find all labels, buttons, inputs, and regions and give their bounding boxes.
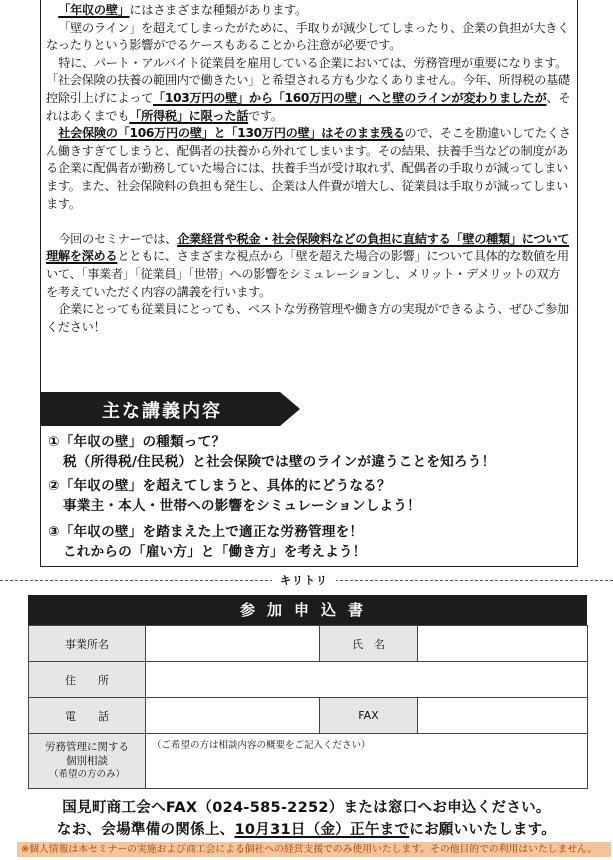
deadline-text-end: にお願いいたします。 bbox=[409, 822, 557, 838]
emphasis-text: 企業経営や税金・社会保険料などの負担に直結する「壁の種類」について理解を深める bbox=[46, 231, 570, 264]
lecture-heading: ①「年収の壁」の種類って？ bbox=[48, 434, 226, 450]
cut-label: キリトリ bbox=[272, 572, 336, 588]
privacy-notice: ※個人情報は本セミナーの実施および商工会による個社への経営支援でのみ使用いたします。その他目的での利用はいたしません。 bbox=[17, 842, 611, 857]
name-label: 氏 名 bbox=[320, 626, 418, 662]
emphasis-text: 「103万円の壁」から「160万円の壁」へと壁のラインが変わりましたが bbox=[153, 90, 547, 105]
company-field[interactable] bbox=[146, 626, 320, 662]
intro-paragraph-1 bbox=[46, 2, 572, 20]
lecture-subtext: これからの「雇い方」と「働き方」を考えよう！ bbox=[63, 544, 367, 560]
intro-body bbox=[46, 2, 572, 336]
consult-label-line-3: （希望の方のみ） bbox=[48, 769, 125, 780]
section-heading-band bbox=[40, 392, 280, 426]
body-text: にはさまざまな種類があります。 bbox=[129, 3, 307, 17]
body-text: 今回のセミナーでは、 bbox=[58, 231, 178, 246]
form-title: 参加申込書 bbox=[28, 595, 587, 625]
emphasis-text: 「年収の壁」 bbox=[58, 3, 130, 17]
body-text: 、それはあくまでも bbox=[46, 90, 571, 123]
emphasis-text: 社会保険の「106万円の壁」と「130万円の壁」はそのまま残る bbox=[58, 126, 405, 141]
company-label: 事業所名 bbox=[29, 626, 146, 662]
section-heading: 主な講義内容 bbox=[102, 401, 222, 422]
intro-paragraph-4 bbox=[46, 125, 572, 213]
consult-field[interactable] bbox=[146, 734, 588, 789]
lecture-subtext: 事業主・本人・世帯への影響をシミュレーションしよう！ bbox=[63, 498, 421, 514]
fax-field[interactable] bbox=[418, 698, 588, 734]
application-instructions: 国見町商工会へFAX（024-585-2252）または窓口へお申込ください。 bbox=[62, 800, 551, 816]
body-text: ので、そこを勘違いしてたくさん働きすぎてしまうと、配偶者の扶養から外れてしまいます。その結果、扶養手当などの制度がある企業に配偶者が勤務していた場合には、扶養手当が受け取れず、配偶者の手取りが減ってしまいます。また、社会保険料の負担も発生し、企業は人件費が増大し、従業員は手取りが減ってしまいます。 bbox=[46, 126, 571, 211]
lecture-heading: ②「年収の壁」を超えてしまうと、具体的にどうなる？ bbox=[48, 478, 391, 494]
consult-label-line-2: 個別相談 bbox=[66, 755, 108, 767]
body-text: とともに、さまざまな視点から「壁を超えた場合の影響」について具体的な数値を用いて、「事業者」「従業員」「世帯」への影響をシミュレーションし、メリット・デメリットの双方を考えていただく内容の講義を行います。 bbox=[46, 249, 569, 299]
intro-paragraph-3 bbox=[46, 55, 572, 125]
phone-label: 電 話 bbox=[29, 698, 146, 734]
deadline-notice bbox=[0, 818, 613, 839]
emphasis-text: 「所得税」に限った話 bbox=[129, 108, 249, 123]
lecture-item-1 bbox=[48, 432, 495, 472]
lecture-item-2 bbox=[48, 476, 421, 516]
fax-label: FAX bbox=[320, 698, 418, 734]
consult-label bbox=[29, 734, 146, 789]
address-field[interactable] bbox=[146, 662, 588, 698]
address-label: 住 所 bbox=[29, 662, 146, 698]
consult-hint: （ご希望の方は相談内容の概要をご記入ください） bbox=[152, 740, 371, 751]
intro-paragraph-5 bbox=[46, 231, 572, 301]
name-field[interactable] bbox=[418, 626, 588, 662]
body-text: です。 bbox=[248, 108, 283, 123]
application-form bbox=[28, 625, 588, 789]
phone-field[interactable] bbox=[146, 698, 320, 734]
lecture-item-3 bbox=[48, 522, 366, 562]
lecture-subtext: 税（所得税/住民税）と社会保険では壁のラインが違うことを知ろう！ bbox=[63, 454, 496, 470]
lecture-heading: ③「年収の壁」を踏まえた上で適正な労務管理を！ bbox=[48, 524, 364, 540]
deadline-text: なお、会場準備の関係上、 bbox=[56, 822, 235, 838]
consult-label-line-1: 労務管理に関する bbox=[45, 741, 129, 753]
intro-paragraph-6: 企業にとっても従業員にとっても、ベストな労務管理や働き方の実現ができるよう、ぜひご参加ください！ bbox=[46, 302, 569, 334]
body-text: 特に、パート・アルバイト従業員を雇用している企業においては、労務管理が重要になります。「社会保険の扶養の範囲内で働きたい」と希望される方も少なくありません。今年、所得税の基礎控除引上げによって bbox=[46, 55, 570, 105]
deadline-date: 10月31日（金）正午まで bbox=[234, 822, 410, 838]
intro-paragraph-2: 「壁のライン」を超えてしまったがために、手取りが減少してしまったり、企業の負担が大きくなったりという影響がでるケースもあることから注意が必要です。 bbox=[46, 20, 569, 53]
